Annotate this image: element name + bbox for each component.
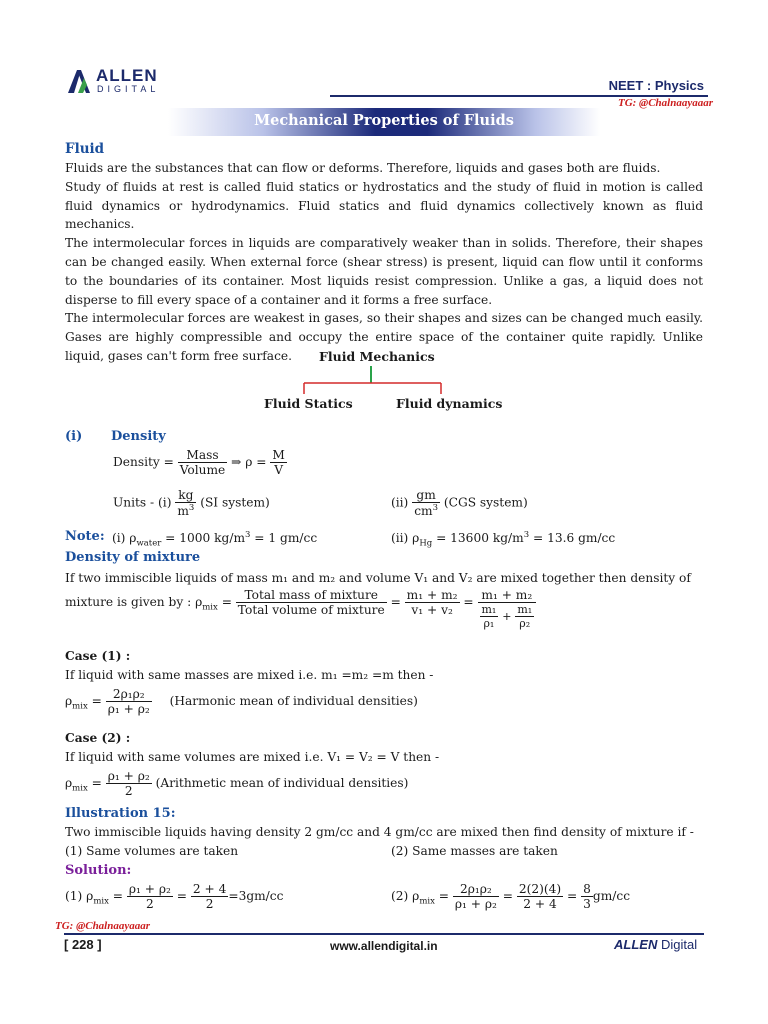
- cgs-unit-fraction: [412, 488, 440, 518]
- cgs-prefix: (ii): [391, 495, 409, 510]
- sol2-num-c: 8: [583, 882, 591, 896]
- subject-label: NEET : Physics: [608, 78, 704, 93]
- page-number: [ 228 ]: [64, 937, 102, 952]
- solution-1: (1) $\rho_{mix}$ = $\frac{\text{ρ₁ + ρ₂}}{2}$ = $\frac{2 + 4}{2}$ =3gm/cc: [65, 882, 284, 911]
- cgs-den-base: cm: [414, 504, 433, 519]
- case1-heading: Case (1) :: [65, 649, 131, 663]
- tree-connector: [300, 365, 445, 395]
- cgs-num: gm: [412, 488, 440, 503]
- rho1: ρ₁: [483, 617, 495, 630]
- illustration-heading: Illustration 15:: [65, 806, 176, 821]
- cgs-label: (CGS system): [443, 495, 528, 510]
- solution-1-prefix: (1): [65, 889, 83, 903]
- footer-rule: [64, 933, 704, 935]
- harmonic-den: ρ₁ + ρ₂: [107, 702, 150, 716]
- si-den-base: m: [177, 504, 189, 519]
- sol1-num-a: ρ₁ + ρ₂: [128, 882, 171, 896]
- fluid-paragraph-1: Fluids are the substances that can flow or deforms. Therefore, liquids and gases both are fluids.: [65, 161, 661, 175]
- mass-volume-sum-fraction: [405, 588, 460, 617]
- note-water: [112, 530, 317, 549]
- arithmetic-den: 2: [124, 784, 133, 798]
- mixture-intro: If two immiscible liquids of mass m₁ and m₂ and volume V₁ and V₂ are mixed together then density of: [65, 571, 691, 585]
- arithmetic-num: ρ₁ + ρ₂: [107, 769, 150, 783]
- sol2-unit: gm/cc: [592, 889, 631, 903]
- sol2-frac-b: [517, 882, 563, 911]
- m1-rho1: [480, 603, 499, 630]
- m1: m₁: [481, 603, 497, 616]
- allen-logo-mark-icon: [66, 68, 92, 94]
- sol2-den-b: 2 + 4: [523, 897, 557, 911]
- si-num: kg: [175, 488, 196, 503]
- total-volume: Total volume of mixture: [237, 603, 385, 617]
- units-cgs: [391, 488, 528, 518]
- tree-node-fluid-dynamics: Fluid dynamics: [396, 396, 503, 411]
- frac-mass: Mass: [178, 448, 228, 463]
- si-label: (SI system): [200, 495, 270, 510]
- sol2-num-a: 2ρ₁ρ₂: [453, 882, 499, 897]
- case2-rho: $\rho_{mix}$ =: [65, 776, 102, 794]
- m2-rho2: [515, 603, 534, 630]
- si-den-exp: 3: [188, 503, 195, 513]
- telegram-tag-bottom: TG: @Chalnaayaaar: [55, 920, 151, 932]
- total-mass: Total mass of mixture: [236, 588, 387, 603]
- density-ratio-sum: [478, 603, 537, 630]
- note-water-c: = 1 gm/cc: [250, 531, 318, 546]
- frac-v: V: [274, 463, 284, 477]
- harmonic-fraction: [106, 687, 152, 716]
- note-hg-b: = 13600 kg/m: [432, 531, 524, 546]
- case1-formula: [65, 687, 418, 716]
- mixture-formula: mixture is given by : $\rho_{mix}$ = $\frac{\text{Total mass of mixture}}{\text{Total volume of mixture}}$ = $\frac{\text{m₁ + m₂}}{\text{v₁ + v₂}}$ = m₁ + m₂ $\frac{\text{m₁}}{\text{ρ₁}}$ + $\frac{\text{m₁}}{\text{ρ₂}}$: [65, 588, 536, 630]
- note-water-b: = 1000 kg/m: [161, 531, 246, 546]
- note-water-a: (i) ρ: [112, 531, 137, 546]
- tree-node-fluid-statics: Fluid Statics: [264, 396, 353, 411]
- sol2-frac-a: [453, 882, 499, 911]
- mixture-given: mixture is given by :: [65, 595, 192, 609]
- footer-brand: [614, 937, 697, 952]
- mixture-heading: Density of mixture: [65, 550, 201, 565]
- fluid-paragraph-2: Study of fluids at rest is called fluid statics or hydrostatics and the study of fluid in motion is called fluid dynamics or hydrodynamics. Fluid statics and fluid dynamics collectively known as fluid mechanics.: [65, 179, 703, 232]
- plus-sign: +: [502, 610, 512, 623]
- brand-sub: DIGITAL: [97, 84, 160, 94]
- cgs-den-exp: 3: [432, 503, 438, 513]
- sol2-frac-c: [581, 882, 593, 911]
- section-heading-fluid: Fluid: [65, 141, 105, 157]
- sol1-frac-a: [127, 882, 173, 911]
- mass-sum-2: m₁ + m₂: [478, 588, 537, 603]
- density-implies: ⇒ ρ =: [231, 455, 267, 469]
- density-heading: Density: [111, 429, 166, 444]
- fluid-paragraph-4: The intermolecular forces are weakest in gases, so their shapes and sizes can be changed much easily. Gases are highly compressible and occupy the entire space of the container quite rapidly. Unlike liquid, gases can't form free surface.: [65, 311, 703, 363]
- illustration-option-1: (1) Same volumes are taken: [65, 844, 239, 858]
- frac-m: M: [272, 448, 285, 462]
- solution-2-prefix: (2): [391, 889, 409, 903]
- cgs-den: [412, 503, 440, 518]
- case1-rho: $\rho_{mix}$ =: [65, 694, 102, 712]
- sol2-den-c: 3: [583, 897, 591, 911]
- m2: m₁: [517, 603, 533, 616]
- units-label: Units - (i): [113, 495, 172, 510]
- tree-root-fluid-mechanics: Fluid Mechanics: [319, 349, 435, 364]
- mass-volume-fraction: [178, 448, 228, 477]
- volume-sum: v₁ + v₂: [411, 603, 453, 617]
- footer-brand-bold: ALLEN: [614, 937, 658, 952]
- case1-note: (Harmonic mean of individual densities): [169, 694, 418, 708]
- density-formula: [113, 448, 287, 477]
- note-water-sub: water: [136, 538, 162, 549]
- case2-formula: [65, 769, 408, 798]
- note-hg-c: = 13.6 gm/cc: [529, 531, 616, 546]
- case2-heading: Case (2) :: [65, 731, 131, 745]
- rho-mix-sub: mix: [202, 602, 218, 613]
- si-den: [175, 503, 196, 518]
- sol2-num-b: 2(2)(4): [518, 882, 562, 896]
- sol1-den-a: 2: [146, 897, 154, 911]
- website-link[interactable]: www.allendigital.in: [330, 939, 438, 953]
- solution-2: (2) $\rho_{mix}$ = $\frac{\text{2ρ₁ρ₂}}{\text{ρ₁ + ρ₂}}$ = $\frac{2(2)(4)}{2 + 4}$ = $\frac{8}{3}$ gm/cc: [391, 882, 631, 911]
- telegram-tag-top: TG: @Chalnaayaaar: [617, 97, 713, 109]
- case2-text: If liquid with same volumes are mixed i.e. V₁ = V₂ = V then -: [65, 750, 440, 764]
- sol1-num-b: 2 + 4: [192, 882, 227, 896]
- density-lhs: Density =: [113, 455, 174, 469]
- harmonic-num: 2ρ₁ρ₂: [106, 687, 152, 702]
- sol1-den-b: 2: [205, 897, 214, 911]
- units-si: [113, 488, 270, 518]
- sol2-den-a: ρ₁ + ρ₂: [454, 897, 497, 911]
- fluid-paragraphs: [65, 159, 703, 366]
- brand-name: ALLEN: [96, 66, 158, 85]
- note-hg-sub: Hg: [419, 538, 433, 549]
- footer-brand-light: Digital: [657, 937, 698, 952]
- solution-1-rho: $\rho_{mix}$ =: [86, 889, 123, 907]
- mass-sum: m₁ + m₂: [406, 588, 458, 602]
- case1-text: If liquid with same masses are mixed i.e. m₁ =m₂ =m then -: [65, 668, 434, 682]
- note-label: Note:: [65, 529, 105, 544]
- note-hg-exp: 3: [523, 530, 530, 540]
- note-hg-a: (ii) ρ: [391, 531, 420, 546]
- fluid-paragraph-3: The intermolecular forces in liquids are comparatively weaker than in solids. Therefore, their shapes can be changed easily. When external force (shear stress) is present, liquid can flow until it conforms to the boundaries of its container. Most liquids resist compression. Unlike a gas, a liquid does not disperse to fill every space of a container and it forms a free surface.: [65, 236, 703, 307]
- solution-heading: Solution:: [65, 863, 132, 878]
- rho-mix: ρ: [195, 595, 203, 609]
- illustration-option-2: (2) Same masses are taken: [391, 844, 558, 858]
- m-v-fraction: [270, 448, 286, 477]
- total-fraction: [236, 588, 387, 617]
- solution-2-rho: $\rho_{mix}$ =: [412, 889, 449, 907]
- illustration-question: Two immiscible liquids having density 2 gm/cc and 4 gm/cc are mixed then find density of mixture if -: [65, 825, 694, 839]
- si-unit-fraction: [175, 488, 196, 518]
- arithmetic-fraction: [106, 769, 152, 798]
- frac-volume: Volume: [179, 463, 226, 477]
- sol1-result: =3gm/cc: [228, 889, 284, 903]
- rho2: ρ₂: [519, 617, 531, 630]
- mass-density-fraction: [478, 588, 537, 630]
- case2-note: (Arithmetic mean of individual densities): [155, 776, 409, 790]
- page-title: Mechanical Properties of Fluids: [254, 112, 514, 129]
- sol1-frac-b: [191, 882, 228, 911]
- note-mercury: [391, 530, 615, 549]
- density-number: (i): [65, 429, 83, 444]
- note-water-exp: 3: [245, 530, 251, 540]
